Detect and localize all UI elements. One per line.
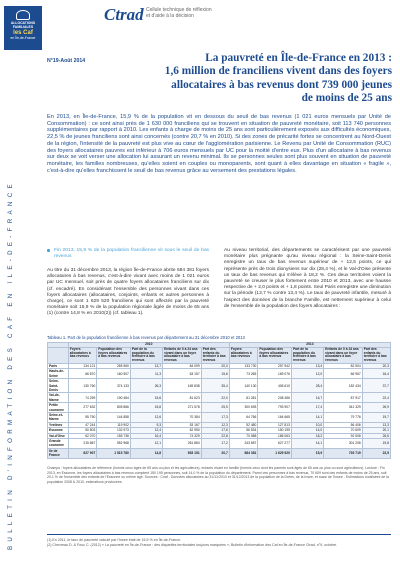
table-cell: 169 076 <box>258 369 292 379</box>
table-row <box>48 403 391 413</box>
year-2010-header: 2010 <box>68 343 229 348</box>
table-cell: 182 434 <box>324 379 363 393</box>
brand-tagline <box>146 7 216 19</box>
year-2013-header: 2013 <box>229 343 390 348</box>
table-cell: 19,7 <box>362 413 390 423</box>
table-cell: 20,1 <box>362 428 390 433</box>
table-cell: 25,5 <box>201 403 229 413</box>
column-1 <box>47 248 209 318</box>
table-cell: 9,3 <box>130 422 162 427</box>
left-sidebar <box>0 0 34 567</box>
column-header: Part de la population du territoire à bas revenus <box>291 347 323 363</box>
table-cell: 55 750 <box>68 413 97 423</box>
table-cell: 50 803 <box>68 428 97 433</box>
footnote-2: (2) Chevreau D. & Fouc C. (2012) « La pauvreté en Île-de-France : des disparités territoriales toujours marquées », Bulletin d'information des Caf en Île-de-France Ctrad, n°9, octobre. <box>47 542 338 547</box>
source-note: Champs : foyers allocataires de référence (hormis ceux âgés de 65 ans ou plus et les agriculteurs), enfants vivant en famille (hormis ceux dont les parents sont âgés de 65 ans ou plus ou sont agriculteurs). Lecture : Fin 2013, en Essonne, les foyers allocataires à bas revenus comptent 150 195 personnes, soit 14,0 % de la population du département. Parmi ces personnes à bas revenus, 70 609 sont des enfants de moins de 25 ans, soit 20,1 % de l'ensemble des enfants de l'Essonne ou même âge. Sources : Cnaf - Données allocataires au 31/12/2010 et 31/12/2013 de la population de la Drees, de la Insee, et aussi de l'Insee - Estimations localisées de la population 2008 & 2010, estimations provisoires. <box>47 466 389 484</box>
family-house-icon <box>16 10 30 20</box>
table-row <box>48 379 391 393</box>
table-cell: 11,3 <box>130 369 162 379</box>
table-cell: 56 406 <box>324 422 363 427</box>
table-cell: 62 070 <box>68 433 97 438</box>
column-header: Foyers allocataires à bas revenus <box>68 347 97 363</box>
table-cell: 144 858 <box>97 413 131 423</box>
table-cell: 140 130 <box>229 379 258 393</box>
lead-paragraph: En 2013, en Île-de-France, 15,9 % de la population vit en dessous du seuil de bas revenus (1 021 euros mensuels par Unité de Consommation) : ce sont ainsi près de 1 630 000 franciliens qui se trouvent en situation de pauvreté monétaire, soit 113 740 personnes supplémentaires par rapport à 2010. Les enfants à charge de moins de 25 ans sont particulièrement exposés aux difficultés économiques, 22,5 % de jeunes franciliens sont ainsi concernés (contre 20,7 % en 2010). Si des zones de précarité fortes se concentrent au Nord-Ouest de la région, l'intensité de la pauvreté est plus vive au cœur de l'agglomération parisienne. Le Revenu par Unité de Consommation (RUC) des foyers allocataires pauvres est inférieur à 706 euros mensuels par UC pour la moitié d'entre eux. Plus d'un allocataire à bas revenus sur deux se voit verser une allocation lui assurant un revenu minimal. Ils se personnes seules sont plus souvent en situation de pauvreté monétaire, les familles nombreuses, qu'elles soient en couples ou monoparents, sont quant à elles davantage en situation « fragile », c'est-à-dire qu'elles franchissent le seuil de bas revenus grâce au versement des prestations légales. <box>47 114 391 174</box>
table-cell: 18,2 <box>291 433 323 438</box>
table-cell: 627 277 <box>258 439 292 449</box>
table-cell: 215 867 <box>68 439 97 449</box>
table-cell: 684 381 <box>229 448 258 458</box>
table-cell: 739 719 <box>324 448 363 458</box>
table-cell: 552 968 <box>97 439 131 449</box>
table-cell: 301 208 <box>324 439 363 449</box>
table-cell: 1 515 780 <box>97 448 131 458</box>
table-cell: 22,8 <box>201 433 229 438</box>
table-cell: 12,4 <box>130 428 162 433</box>
row-label: Seine-Saint-Denis <box>48 379 69 393</box>
table-cell: 17,6 <box>201 428 229 433</box>
row-label: Val-de-Marne <box>48 393 69 403</box>
table-cell: 793 907 <box>258 403 292 413</box>
table-cell: 22,4 <box>362 393 390 403</box>
column-header: Part des enfants du territoire à bas revenus <box>201 347 229 363</box>
row-label: Yvelines <box>48 422 69 427</box>
title-line-3: allocataires à bas revenus dont 739 000 jeunes <box>171 78 392 91</box>
table-body <box>48 363 391 458</box>
table-cell: 15,6 <box>130 393 162 403</box>
table-cell: 15,8 <box>130 403 162 413</box>
table-cell: 14,1 <box>291 413 323 423</box>
table-cell: 26,3 <box>130 379 162 393</box>
column-2-text: Au niveau territorial, des départements se caractérisent par une pauvreté monétaire plus prégnante qu'au niveau régional : la Seine-Saint-Denis enregistre un taux de bas revenus supérieur de + 12,5 points, ce qui représente près de trois dionysiens sur dix (28,4 %), et le Val-d'Oise présente un taux de bas revenus qui s'élève à 18,2 %. Ces deux territoires voient la pauvreté se creuser le plus fortement entre 2010 et 2013, avec une hausse respective de + 2,0 points et + 1,8 points. Seul Paris enregistre une diminution sur la période (13,7 % contre 13,4 %). Le taux de pauvreté infantile, mesuré à l'aspect des données de la branche Famille, est nettement supérieur à celui de l'ensemble de la population des foyers allocataires : <box>224 248 391 309</box>
column-header: Part des enfants du territoire à bas revenus <box>362 347 390 363</box>
table-cell: 52 480 <box>229 422 258 427</box>
table-cell: 12,0 <box>291 369 323 379</box>
title-line-2: 1,6 million de franciliens vivent dans des foyers <box>164 65 392 78</box>
title-line-1: La pauvreté en Île-de-France en 2013 : <box>205 52 392 64</box>
table-cell: 190 484 <box>97 393 131 403</box>
table-cell: 155 738 <box>97 433 131 438</box>
row-label: Petite couronne <box>48 403 69 413</box>
table-cell: 22,5 <box>362 448 390 458</box>
table-cell: 73 265 <box>229 369 258 379</box>
table-cell: 81 623 <box>163 393 202 403</box>
row-label: Val-d'Oise <box>48 433 69 438</box>
column-2 <box>224 248 391 310</box>
table-cell: 81 281 <box>229 393 258 403</box>
table-cell: 13,3 <box>362 422 390 427</box>
table-cell: 64 756 <box>229 413 258 423</box>
footnote-1: (1) En 2011, le taux de pauvreté calculé par l'Insee était de 15,5 % en Île-de-France. <box>47 538 182 542</box>
table-cell: 17,2 <box>201 439 229 449</box>
table-cell: 405 610 <box>258 379 292 393</box>
column-header: Population des foyers allocataires à bas revenus <box>258 347 292 363</box>
table-cell: 653 151 <box>163 448 202 458</box>
table-cell: 130 760 <box>68 379 97 393</box>
table-cell: 92 508 <box>324 433 363 438</box>
page-title <box>128 52 392 106</box>
table-cell: 17,4 <box>291 403 323 413</box>
table-cell: 22,0 <box>201 393 229 403</box>
table-cell: 300 693 <box>229 403 258 413</box>
column-1-text: Au titre du 31 décembre 2013, la région Île-de-France abrite 684 381 foyers allocataires à bas revenus, c'est-à-dire vivant avec moins de 1 021 euros par UC mensuel, soit près de quatre foyers allocataires franciliens sur dix (cf. encadré). En considérant l'ensemble des personnes vivant dans ces foyers allocataires (allocataires, conjoints, enfants et autres personnes à charge), ce sont 1 629 520 franciliens qui sont affectés par la pauvreté monétaire soit 15,9 % de la population régionale âgée de moins de 65 ans (1) (contre 14,8 % en 2010(2)) (cf. tableau 1). <box>47 268 209 317</box>
footnotes <box>47 534 391 548</box>
table-cell: 20,3 <box>362 363 390 368</box>
table-cell: 127 813 <box>258 422 292 427</box>
table-row <box>48 393 391 403</box>
table-cell: 341 329 <box>324 403 363 413</box>
logo-line-3: en Île-de-France <box>10 36 36 41</box>
title-line-4: de moins de 25 ans <box>301 92 392 105</box>
table-cell: 243 857 <box>229 439 258 449</box>
logo-line-2: les Caf <box>13 30 33 37</box>
table-cell: 627 907 <box>68 448 97 458</box>
table-cell: 119 902 <box>97 422 131 427</box>
table-cell: 74 329 <box>163 433 202 438</box>
table-cell: 56 534 <box>229 428 258 433</box>
table-cell: 271 578 <box>163 403 202 413</box>
table-cell: 15,6 <box>201 369 229 379</box>
column-header: Part de la population du territoire à bas revenus <box>130 347 162 363</box>
table-cell: 74 259 <box>68 393 97 403</box>
pull-quote: Fin 2013, 15,9 % de la population francilienne vit sous le seuil de bas revenus <box>47 248 209 260</box>
table-cell: 66 870 <box>68 369 97 379</box>
table-cell: 70 384 <box>163 413 202 423</box>
table-cell: 13,7 <box>130 363 162 368</box>
table-cell: 19,8 <box>362 439 390 449</box>
caf-logo <box>4 6 42 50</box>
table-cell: 134 121 <box>68 363 97 368</box>
row-label: Essonne <box>48 428 69 433</box>
table-cell: 14,0 <box>291 428 323 433</box>
table-cell: 79 776 <box>324 413 363 423</box>
row-label: Ile de France <box>48 448 69 458</box>
table-cell: 12,1 <box>130 439 162 449</box>
table-cell: 63 157 <box>163 369 202 379</box>
table-row <box>48 439 391 449</box>
issue-number: N°19-Août 2014 <box>47 58 86 64</box>
table-cell: 70 609 <box>324 428 363 433</box>
table-cell: 82 504 <box>324 363 363 368</box>
table-cell: 20,0 <box>201 363 229 368</box>
table-cell: 169 838 <box>163 379 202 393</box>
table-cell: 70 088 <box>229 433 258 438</box>
table-cell: 15,9 <box>291 448 323 458</box>
column-header: Foyers allocataires à bas revenus <box>229 347 258 363</box>
table-cell: 164 665 <box>258 413 292 423</box>
table-cell: 12,3 <box>201 422 229 427</box>
brand-name: Ctrad <box>104 5 144 24</box>
table-cell: 62 950 <box>163 428 202 433</box>
table-cell: 186 063 <box>258 433 292 438</box>
table-cell: 16,7 <box>291 393 323 403</box>
table-cell: 10,0 <box>291 422 323 427</box>
table-cell: 14,8 <box>130 448 162 458</box>
table-cell: 37,7 <box>362 379 390 393</box>
table-cell: 261 884 <box>163 439 202 449</box>
table-cell: 20,7 <box>201 448 229 458</box>
table-cell: 277 632 <box>68 403 97 413</box>
column-header: Population des foyers allocataires à bas revenus <box>97 347 131 363</box>
table-caption: Tableau 1. Part de la population francilienne à bas revenus par département au 31 décembre 2010 et 2013 <box>47 335 245 340</box>
table-cell: 26,9 <box>362 403 390 413</box>
table-cell: 132 973 <box>97 428 131 433</box>
poverty-table <box>47 342 391 459</box>
column-header: Enfants de 0 à 24 ans vivant dans un foyer allocataire à bas revenus <box>163 347 202 363</box>
table-cell: 160 507 <box>97 369 131 379</box>
table-row <box>48 448 391 458</box>
table-cell: 84 099 <box>163 363 202 368</box>
column-header: Enfants de 0 à 24 ans vivant dans un foyer allocataire à bas revenus <box>324 347 363 363</box>
tagline-line-2: et d'aide à la décision <box>146 13 194 19</box>
table-cell: 12,6 <box>130 413 162 423</box>
table-cell: 53 167 <box>163 422 202 427</box>
table-cell: 35,4 <box>201 379 229 393</box>
table-cell: 257 942 <box>258 363 292 368</box>
bulletin-side-title: BULLETIN D'INFORMATION DES CAF EN ÎLE-DE-FRANCE <box>7 180 14 550</box>
table-cell: 26,6 <box>362 433 390 438</box>
row-label: Seine-et-Marne <box>48 413 69 423</box>
table-cell: 265 960 <box>97 363 131 368</box>
table-cell: 14,1 <box>291 439 323 449</box>
row-label: Paris <box>48 363 69 368</box>
table-cell: 47 244 <box>68 422 97 427</box>
table-cell: 28,4 <box>291 379 323 393</box>
table-cell: 150 195 <box>258 428 292 433</box>
logo-line-1: ALLOCATIONS FAMILIALES <box>10 21 36 29</box>
table-cell: 17,3 <box>201 413 229 423</box>
table-row <box>48 413 391 423</box>
tagline-line-1: Cellule technique de réflexion <box>146 7 212 13</box>
table-cell: 1 629 520 <box>258 448 292 458</box>
table-cell: 374 133 <box>97 379 131 393</box>
table-cell: 13,4 <box>291 363 323 368</box>
table-cell: 133 730 <box>229 363 258 368</box>
row-label: Hauts-de-Seine <box>48 369 69 379</box>
table-row <box>48 369 391 379</box>
row-label: Grande couronne <box>48 439 69 449</box>
table-cell: 208 456 <box>258 393 292 403</box>
table-cell: 805 866 <box>97 403 131 413</box>
table-cell: 16,4 <box>362 369 390 379</box>
table-cell: 66 967 <box>324 369 363 379</box>
table-cell: 87 917 <box>324 393 363 403</box>
column-header <box>48 347 69 363</box>
table-cell: 16,4 <box>130 433 162 438</box>
